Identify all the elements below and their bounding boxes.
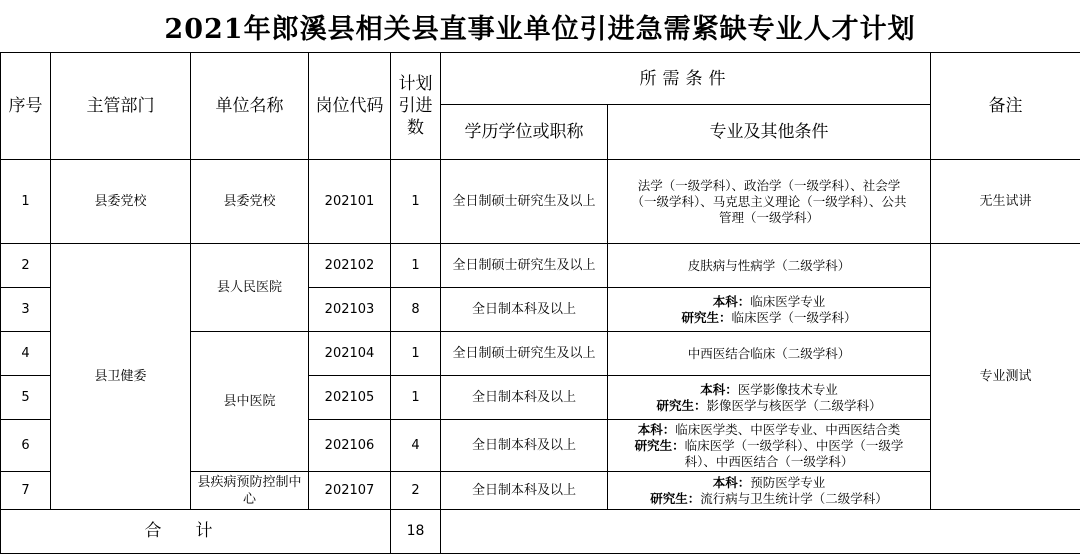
major-line <box>612 491 926 507</box>
major-label: 本科： <box>637 421 676 437</box>
major-line: （一级学科）、马克思主义理论（一级学科）、公共 <box>631 193 907 209</box>
row-major <box>608 332 931 376</box>
row-unit: 县疾病预防控制中心 <box>191 472 309 510</box>
major-label: 本科： <box>712 474 751 490</box>
row-seq: 1 <box>1 160 51 244</box>
header-unit: 单位名称 <box>191 53 309 160</box>
row-code: 202105 <box>309 376 391 420</box>
total-empty <box>441 510 1080 554</box>
row-dept: 县委党校 <box>51 160 191 244</box>
major-line <box>612 294 926 310</box>
row-degree: 全日制本科及以上 <box>441 376 608 420</box>
header-dept: 主管部门 <box>51 53 191 160</box>
major-label: 本科： <box>700 381 738 397</box>
row-seq: 2 <box>1 244 51 288</box>
total-label: 合计 <box>1 510 391 554</box>
header-count: 计划引进数 <box>391 53 441 160</box>
row-unit: 县委党校 <box>191 160 309 244</box>
major-line <box>612 454 926 470</box>
row-seq: 4 <box>1 332 51 376</box>
row-seq: 7 <box>1 472 51 510</box>
major-line: 中西医结合临床（二级学科） <box>687 345 851 361</box>
header-seq: 序号 <box>1 53 51 160</box>
major-line: 法学（一级学科）、政治学（一级学科）、社会学 <box>637 177 901 193</box>
talent-plan-table <box>0 52 1080 554</box>
row-code: 202101 <box>309 160 391 244</box>
row-count: 1 <box>391 160 441 244</box>
major-label: 研究生： <box>656 397 707 413</box>
row-code: 202106 <box>309 420 391 472</box>
total-value: 18 <box>391 510 441 554</box>
row-seq: 6 <box>1 420 51 472</box>
row-code: 202103 <box>309 288 391 332</box>
major-text: 影像医学与核医学（二级学科） <box>706 397 882 413</box>
major-text: 医学影像技术专业 <box>737 381 838 397</box>
row-remark: 专业测试 <box>931 244 1080 510</box>
row-count: 1 <box>391 376 441 420</box>
header-code: 岗位代码 <box>309 53 391 160</box>
row-degree: 全日制硕士研究生及以上 <box>441 160 608 244</box>
row-seq: 3 <box>1 288 51 332</box>
row-major <box>608 472 931 510</box>
row-count: 8 <box>391 288 441 332</box>
row-seq: 5 <box>1 376 51 420</box>
row-degree: 全日制硕士研究生及以上 <box>441 244 608 288</box>
major-label: 本科： <box>712 293 751 309</box>
row-remark: 无生试讲 <box>931 160 1080 244</box>
row-code: 202107 <box>309 472 391 510</box>
row-unit: 县人民医院 <box>191 244 309 332</box>
major-text: 临床医学类、中医学专业、中西医结合类 <box>675 421 901 437</box>
page-title: 2021年郎溪县相关县直事业单位引进急需紧缺专业人才计划 <box>164 13 916 45</box>
row-count: 1 <box>391 244 441 288</box>
major-line <box>612 475 926 491</box>
row-degree: 全日制本科及以上 <box>441 420 608 472</box>
major-text: 预防医学专业 <box>750 474 826 490</box>
major-text: 临床医学（一级学科）、中医学（一级学 <box>684 437 904 453</box>
row-count: 4 <box>391 420 441 472</box>
major-line <box>612 310 926 326</box>
row-degree: 全日制本科及以上 <box>441 288 608 332</box>
row-count: 2 <box>391 472 441 510</box>
row-major <box>608 160 931 244</box>
row-degree: 全日制硕士研究生及以上 <box>441 332 608 376</box>
major-line <box>612 382 926 398</box>
row-count: 1 <box>391 332 441 376</box>
header-major: 专业及其他条件 <box>608 105 931 160</box>
header-remark: 备注 <box>931 53 1080 160</box>
major-line: 管理（一级学科） <box>718 209 819 225</box>
row-degree: 全日制本科及以上 <box>441 472 608 510</box>
major-text: 临床医学专业 <box>750 293 826 309</box>
header-conditions: 所需条件 <box>441 53 931 105</box>
major-line <box>612 438 926 454</box>
major-text: 科）、中西医结合（一级学科） <box>684 453 854 469</box>
major-line <box>612 398 926 414</box>
row-major <box>608 420 931 472</box>
row-dept: 县卫健委 <box>51 244 191 510</box>
header-degree: 学历学位或职称 <box>441 105 608 160</box>
row-major <box>608 244 931 288</box>
row-code: 202104 <box>309 332 391 376</box>
major-line <box>612 422 926 438</box>
major-text: 临床医学（一级学科） <box>731 309 857 325</box>
major-line: 皮肤病与性病学（二级学科） <box>687 257 851 273</box>
row-code: 202102 <box>309 244 391 288</box>
major-label: 研究生： <box>650 490 701 506</box>
row-major <box>608 288 931 332</box>
major-text: 流行病与卫生统计学（二级学科） <box>700 490 888 506</box>
major-label: 研究生： <box>681 309 732 325</box>
row-unit: 县中医院 <box>191 332 309 472</box>
row-major <box>608 376 931 420</box>
major-label: 研究生： <box>634 437 685 453</box>
